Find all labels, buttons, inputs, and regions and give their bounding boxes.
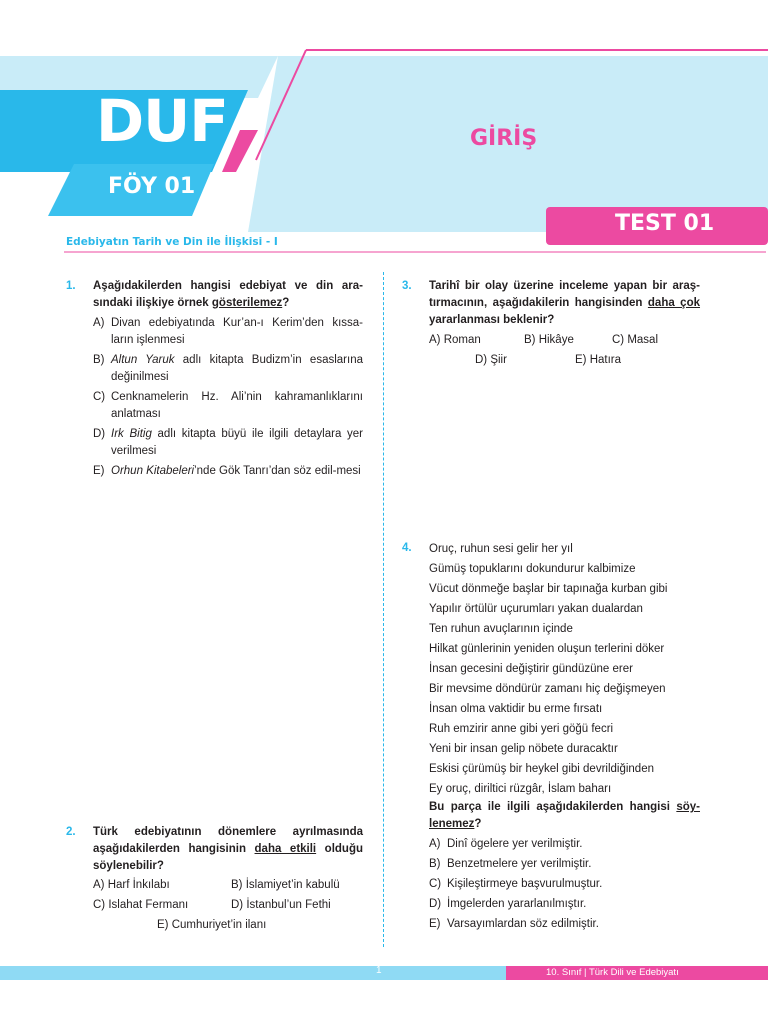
poem	[429, 539, 700, 799]
option-a[interactable]: A) Roman	[429, 334, 481, 346]
option-e[interactable]: E) Hatıra	[575, 354, 622, 366]
question-4	[429, 539, 700, 933]
option-d[interactable]: D) Irk Bitig adlı kitapta büyü ile ilgili detaylara yer verilmesi	[93, 428, 364, 457]
option-c[interactable]: C) Islahat Fermanı	[93, 899, 189, 911]
option-d[interactable]: D) İstanbul’un Fethi	[231, 899, 331, 911]
option-d[interactable]: D) Şiir	[475, 354, 507, 366]
option-c[interactable]: C) Masal	[612, 334, 659, 346]
question-number: 1.	[66, 280, 76, 292]
option-a[interactable]: A) Harf İnkılabı	[93, 879, 170, 891]
option-b[interactable]: B) İslamiyet’in kabulü	[231, 879, 340, 891]
brand-logo: DUF	[96, 87, 228, 155]
option-e[interactable]: E) Varsayımlardan söz edilmiştir.	[429, 918, 599, 930]
option-b[interactable]: B) Benzetmelere yer verilmiştir.	[429, 858, 592, 870]
poem-line: Hilkat günlerinin yeniden oluşun terlerini döker	[429, 643, 665, 655]
poem-line: Gümüş topuklarını dokundurur kalbimize	[429, 563, 636, 575]
poem-line: Ten ruhun avuçlarının içinde	[429, 623, 573, 635]
foy-label: FÖY 01	[108, 174, 196, 199]
question-stem: Tarihî bir olay üzerine inceleme yapan bir araş-tırmacının, aşağıdakilerin hangisinden daha çok yararlanması beklenir?	[429, 280, 701, 326]
page-number: 1	[376, 965, 382, 976]
question-1	[93, 278, 363, 480]
poem-line: İnsan olma vaktidir bu erme fırsatı	[429, 703, 603, 715]
option-b[interactable]: B) Altun Yaruk adlı kitapta Budizm’in esaslarına değinilmesi	[93, 354, 363, 383]
question-stem: Türk edebiyatının dönemlere ayrılmasında aşağıdakilerden hangisinin daha etkili olduğu söylenebilir?	[93, 826, 363, 872]
option-e[interactable]: E) Orhun Kitabeleri’nde Gök Tanrı’dan söz edil-mesi	[93, 465, 361, 477]
footer-bar-middle	[380, 966, 506, 980]
question-number: 3.	[402, 280, 412, 292]
question-number: 2.	[66, 826, 76, 838]
section-title: GİRİŞ	[470, 126, 538, 151]
option-a[interactable]: A) Dinî ögelere yer verilmiştir.	[429, 838, 583, 850]
poem-line: İnsan gecesini değiştirir gündüzüne erer	[429, 663, 633, 675]
question-stem: Bu parça ile ilgili aşağıdakilerden hangisi söy-lenemez?	[429, 801, 700, 830]
option-b[interactable]: B) Hikâye	[524, 334, 574, 346]
poem-line: Ey oruç, diriltici rüzgâr, İslam baharı	[429, 783, 612, 795]
option-c[interactable]: C) Kişileştirmeye başvurulmuştur.	[429, 878, 603, 890]
question-stem: Aşağıdakilerden hangisi edebiyat ve din ara-sındaki ilişkiye örnek gösterilemez?	[93, 280, 363, 309]
test-title: TEST 01	[615, 211, 715, 236]
footer-bar	[0, 966, 380, 980]
poem-line: Vücut dönmeğe başlar bir tapınağa kurban gibi	[429, 583, 668, 595]
option-a[interactable]: A) Divan edebiyatında Kur’an-ı Kerim’den kıssa-ların işlenmesi	[93, 317, 363, 346]
column-divider	[383, 272, 384, 947]
poem-line: Eskisi çürümüş bir heykel gibi devrildiğinden	[429, 763, 654, 775]
poem-line: Ruh emzirir anne gibi yeri göğü fecri	[429, 723, 614, 735]
option-c[interactable]: C) Cenknamelerin Hz. Ali’nin kahramanlıklarını anlatması	[93, 391, 363, 420]
question-number: 4.	[402, 542, 412, 554]
question-3	[429, 278, 700, 329]
option-e[interactable]: E) Cumhuriyet’in ilanı	[157, 919, 267, 931]
option-d[interactable]: D) İmgelerden yararlanılmıştır.	[429, 898, 587, 910]
question-2	[93, 824, 363, 875]
poem-line: Oruç, ruhun sesi gelir her yıl	[429, 543, 573, 555]
poem-line: Yeni bir insan gelip nöbete duracaktır	[429, 743, 618, 755]
poem-line: Yapılır örtülür uçurumları yakan dualardan	[429, 603, 643, 615]
subject-title: Edebiyatın Tarih ve Din ile İlişkisi - I	[66, 236, 278, 248]
poem-line: Bir mevsime döndürür zamanı hiç değişmeyen	[429, 683, 666, 695]
footer-label: 10. Sınıf | Türk Dili ve Edebiyatı	[546, 967, 679, 978]
